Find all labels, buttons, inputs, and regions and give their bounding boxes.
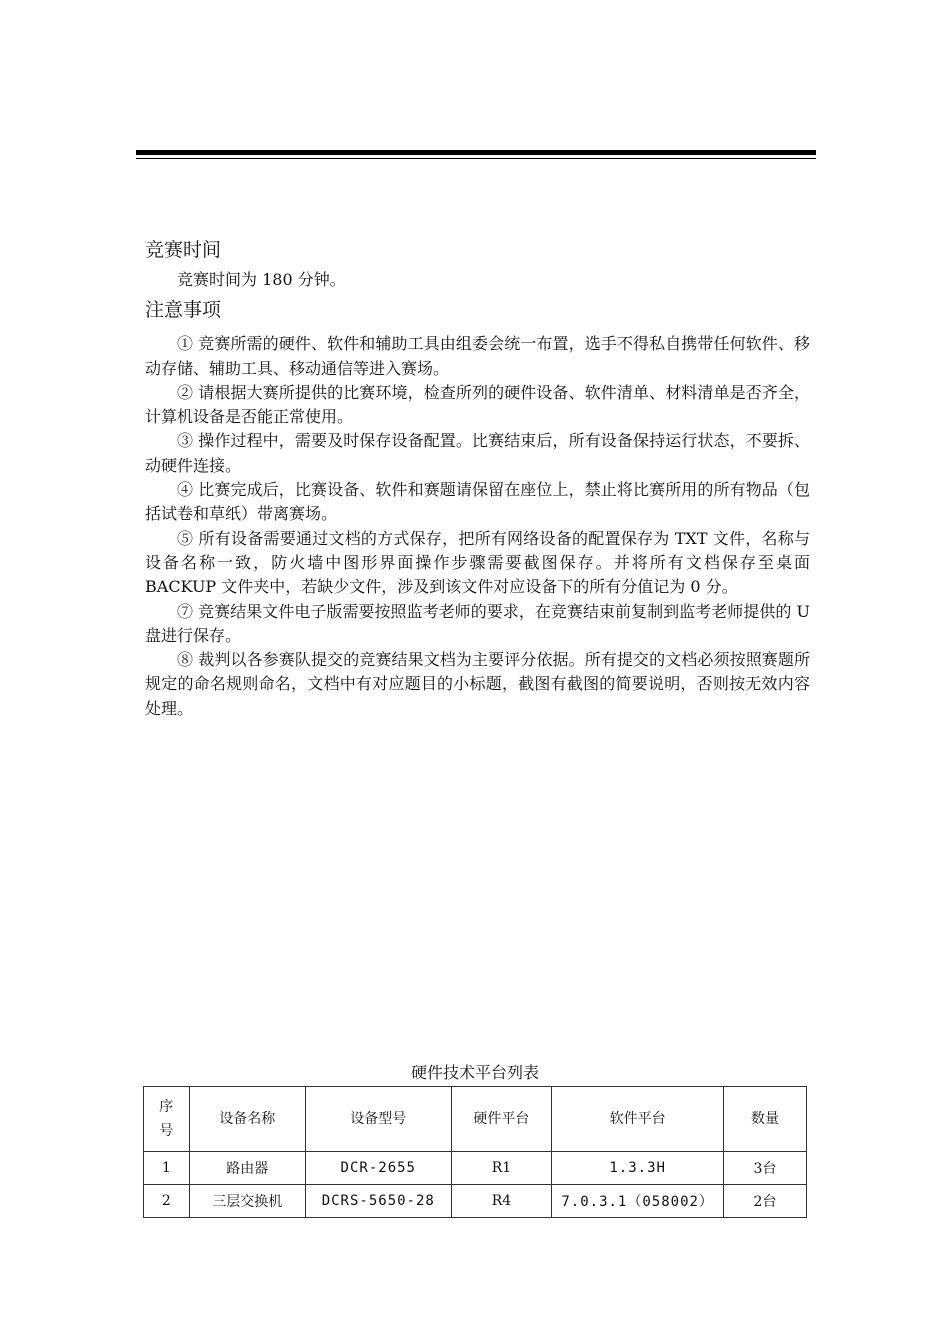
table-row bbox=[144, 1152, 807, 1185]
table-caption: 硬件技术平台列表 bbox=[410, 1063, 539, 1082]
cell-device-model: DCRS-5650-28 bbox=[306, 1185, 452, 1218]
cell-quantity: 2台 bbox=[724, 1185, 807, 1218]
note-item-8: ⑧ 裁判以各参赛队提交的竞赛结果文档为主要评分依据。所有提交的文档必须按照赛题所规定的命名规则命名，文档中有对应题目的小标题，截图有截图的简要说明，否则按无效内容处理。 bbox=[145, 650, 810, 718]
cell-software-platform: 7.0.3.1（058002） bbox=[552, 1185, 724, 1218]
note-item-4: ④ 比赛完成后，比赛设备、软件和赛题请保留在座位上，禁止将比赛所用的所有物品（包括试卷和草纸）带离赛场。 bbox=[145, 480, 810, 524]
cell-index: 1 bbox=[144, 1152, 190, 1185]
header-hardware-platform: 硬件平台 bbox=[451, 1087, 552, 1152]
cell-software-platform: 1.3.3H bbox=[552, 1152, 724, 1185]
notes-list bbox=[145, 332, 810, 721]
note-item-2: ② 请根据大赛所提供的比赛环境，检查所列的硬件设备、软件清单、材料清单是否齐全，计算机设备是否能正常使用。 bbox=[145, 382, 810, 427]
cell-quantity: 3台 bbox=[724, 1152, 807, 1185]
header-software-platform: 软件平台 bbox=[552, 1087, 724, 1152]
hardware-table bbox=[143, 1086, 807, 1218]
header-device-model: 设备型号 bbox=[306, 1087, 452, 1152]
header-device-name: 设备名称 bbox=[189, 1087, 305, 1152]
note-item-5: ⑤ 所有设备需要通过文档的方式保存，把所有网络设备的配置保存为 TXT 文件，名称与设备名称一致，防火墙中图形界面操作步骤需要截图保存。并将所有文档保存至桌面 BACKUP 文件夹中，若缺少文件，涉及到该文件对应设备下的所有分值记为 0 分。 bbox=[145, 528, 810, 597]
header-quantity: 数量 bbox=[724, 1087, 807, 1152]
cell-hardware-platform: R4 bbox=[451, 1185, 552, 1218]
cell-device-model: DCR-2655 bbox=[306, 1152, 452, 1185]
hardware-table-section bbox=[143, 1060, 807, 1218]
document-body bbox=[145, 230, 810, 721]
section-heading-notes: 注意事项 bbox=[145, 299, 222, 322]
cell-index: 2 bbox=[144, 1185, 190, 1218]
table-row bbox=[144, 1185, 807, 1218]
header-rule-thick bbox=[136, 150, 816, 155]
time-paragraph: 竞赛时间为 180 分钟。 bbox=[177, 270, 346, 289]
header-rule-thin bbox=[136, 158, 816, 159]
note-item-1: ① 竞赛所需的硬件、软件和辅助工具由组委会统一布置，选手不得私自携带任何软件、移动存储、辅助工具、移动通信等进入赛场。 bbox=[145, 334, 810, 378]
note-item-3: ③ 操作过程中，需要及时保存设备配置。比赛结束后，所有设备保持运行状态，不要拆、动硬件连接。 bbox=[145, 431, 810, 475]
cell-device-name: 三层交换机 bbox=[189, 1185, 305, 1218]
header-index: 序号 bbox=[144, 1087, 190, 1152]
note-item-7: ⑦ 竞赛结果文件电子版需要按照监考老师的要求，在竞赛结束前复制到监考老师提供的 U 盘进行保存。 bbox=[145, 601, 810, 645]
section-heading-time: 竞赛时间 bbox=[145, 239, 222, 261]
cell-hardware-platform: R1 bbox=[451, 1152, 552, 1185]
table-header-row bbox=[144, 1087, 807, 1152]
cell-device-name: 路由器 bbox=[189, 1152, 305, 1185]
